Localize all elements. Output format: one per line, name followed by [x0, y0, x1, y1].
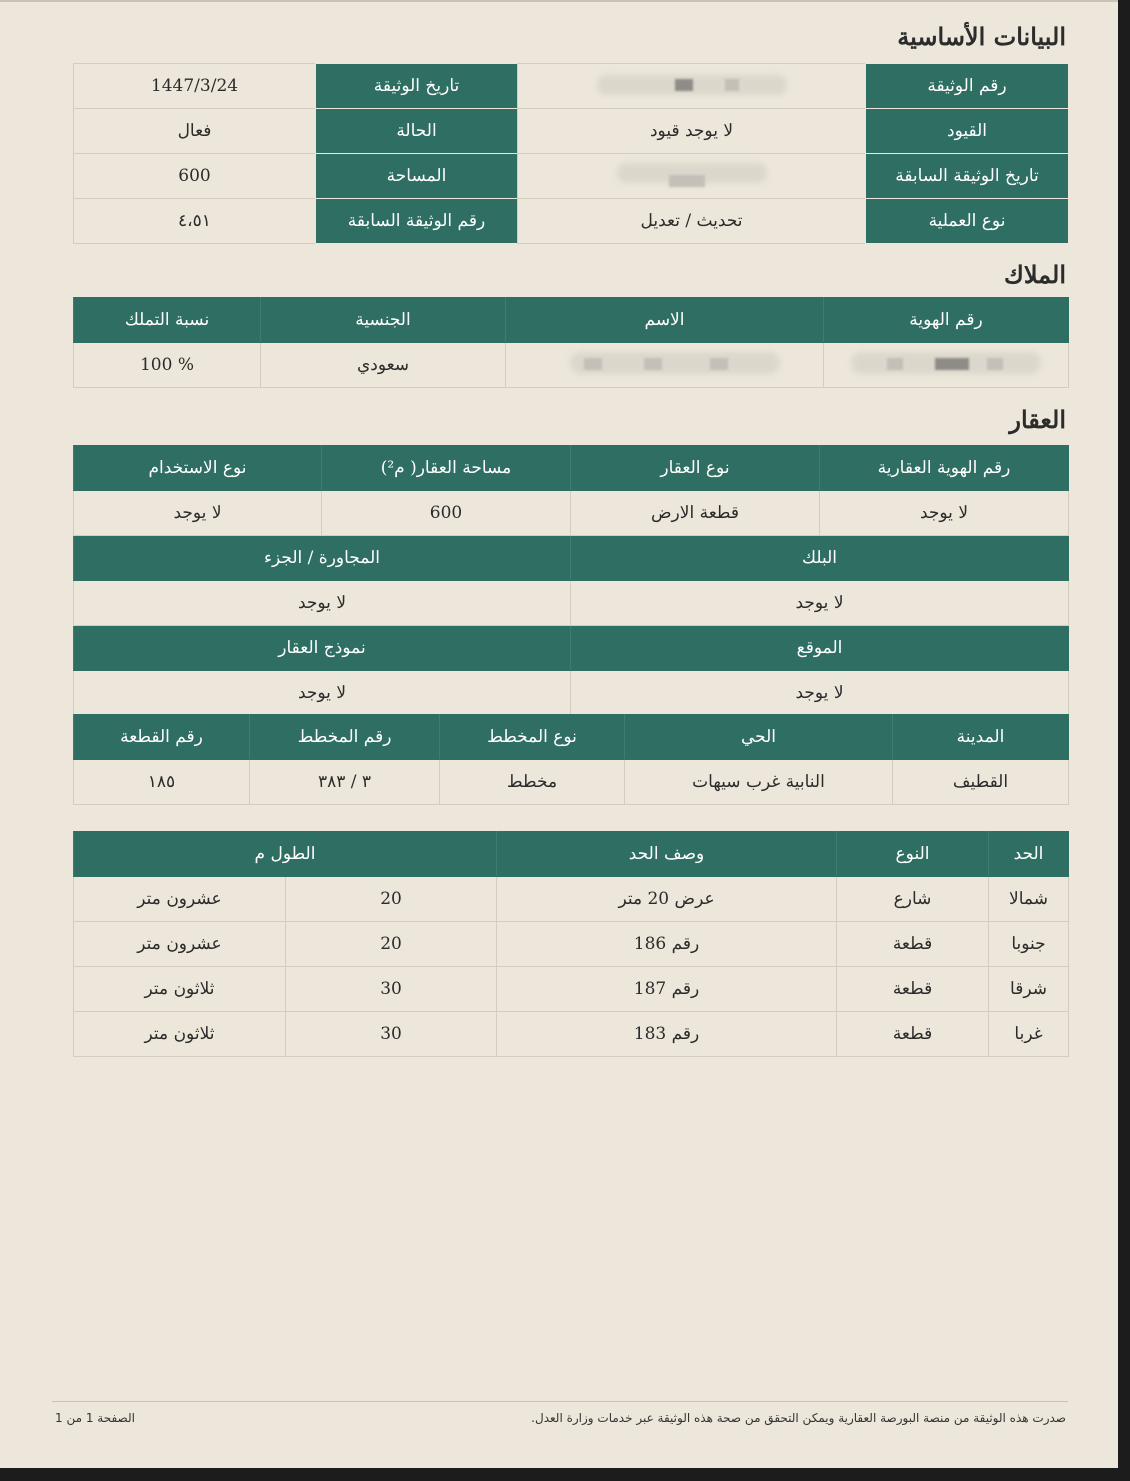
- redacted-document-number: [597, 73, 787, 95]
- value-district: النابية غرب سيهات: [625, 760, 893, 805]
- header-location: الموقع: [571, 626, 1069, 671]
- value-restrictions: لا يوجد قيود: [518, 109, 866, 154]
- border-type: قطعة: [837, 1012, 989, 1057]
- border-type: قطعة: [837, 967, 989, 1012]
- border-length-text: ثلاثون متر: [74, 1012, 286, 1057]
- border-description: عرض 20 متر: [497, 877, 837, 922]
- value-document-date: 1447/3/24: [74, 64, 316, 109]
- header-border-length: الطول م: [74, 832, 497, 877]
- property-value-row: [74, 581, 1069, 626]
- border-side: شمالا: [989, 877, 1069, 922]
- header-plan-type: نوع المخطط: [440, 715, 625, 760]
- value-location: لا يوجد: [571, 671, 1069, 716]
- value-previous-document-date: [518, 154, 866, 199]
- header-district: الحي: [625, 715, 893, 760]
- header-border-description: وصف الحد: [497, 832, 837, 877]
- border-length-text: عشرون متر: [74, 922, 286, 967]
- border-length: 30: [286, 1012, 497, 1057]
- plan-header-row: [74, 715, 1069, 760]
- property-header-row: [74, 446, 1069, 491]
- label-previous-document-number: رقم الوثيقة السابقة: [316, 199, 518, 244]
- footer-page-number: الصفحة 1 من 1: [55, 1411, 135, 1425]
- basic-row: [74, 154, 1069, 199]
- owner-name-value: [506, 343, 824, 388]
- borders-table: [73, 831, 1069, 1057]
- label-document-date: تاريخ الوثيقة: [316, 64, 518, 109]
- header-property-model: نموذج العقار: [74, 626, 571, 671]
- property-value-row: [74, 671, 1069, 716]
- value-neighborhood-part: لا يوجد: [74, 581, 571, 626]
- property-header-row: [74, 626, 1069, 671]
- property-value-row: [74, 491, 1069, 536]
- header-property-area: مساحة العقار( م²): [322, 446, 571, 491]
- label-restrictions: القيود: [866, 109, 1069, 154]
- value-city: القطيف: [893, 760, 1069, 805]
- border-length: 20: [286, 922, 497, 967]
- border-row: [74, 922, 1069, 967]
- header-property-type: نوع العقار: [571, 446, 820, 491]
- property-table-plan: [73, 714, 1069, 805]
- header-plan-number: رقم المخطط: [250, 715, 440, 760]
- value-block: لا يوجد: [571, 581, 1069, 626]
- border-length-text: ثلاثون متر: [74, 967, 286, 1012]
- header-real-estate-id: رقم الهوية العقارية: [820, 446, 1069, 491]
- label-document-number: رقم الوثيقة: [866, 64, 1069, 109]
- label-previous-document-date: تاريخ الوثيقة السابقة: [866, 154, 1069, 199]
- border-type: شارع: [837, 877, 989, 922]
- borders-header-row: [74, 832, 1069, 877]
- value-property-area: 600: [322, 491, 571, 536]
- header-ownership-share: نسبة التملك: [74, 298, 261, 343]
- header-border-side: الحد: [989, 832, 1069, 877]
- border-length: 20: [286, 877, 497, 922]
- footer-notice: صدرت هذه الوثيقة من منصة البورصة العقارية ويمكن التحقق من صحة هذه الوثيقة عبر خدمات وزارة العدل.: [531, 1411, 1066, 1425]
- basic-row: [74, 199, 1069, 244]
- screen-edge-right: [1118, 0, 1130, 1481]
- value-property-type: قطعة الارض: [571, 491, 820, 536]
- owner-nationality-value: سعودي: [261, 343, 506, 388]
- basic-data-table: [73, 63, 1069, 244]
- value-plot-number: ١٨٥: [74, 760, 250, 805]
- header-border-type: النوع: [837, 832, 989, 877]
- redacted-previous-date: [597, 163, 787, 185]
- border-length: 30: [286, 967, 497, 1012]
- header-id-number: رقم الهوية: [824, 298, 1069, 343]
- owners-table: [73, 297, 1069, 388]
- border-description: رقم 183: [497, 1012, 837, 1057]
- value-operation-type: تحديث / تعديل: [518, 199, 866, 244]
- border-row: [74, 967, 1069, 1012]
- basic-row: [74, 64, 1069, 109]
- header-city: المدينة: [893, 715, 1069, 760]
- value-usage-type: لا يوجد: [74, 491, 322, 536]
- border-type: قطعة: [837, 922, 989, 967]
- value-plan-type: مخطط: [440, 760, 625, 805]
- owner-share-value: % 100: [74, 343, 261, 388]
- owner-id-value: [824, 343, 1069, 388]
- border-length-text: عشرون متر: [74, 877, 286, 922]
- value-status: فعال: [74, 109, 316, 154]
- value-document-number: [518, 64, 866, 109]
- screen-edge-bottom: [0, 1468, 1130, 1481]
- header-nationality: الجنسية: [261, 298, 506, 343]
- value-property-model: لا يوجد: [74, 671, 571, 716]
- label-status: الحالة: [316, 109, 518, 154]
- label-operation-type: نوع العملية: [866, 199, 1069, 244]
- header-name: الاسم: [506, 298, 824, 343]
- border-side: جنوبا: [989, 922, 1069, 967]
- header-neighborhood-part: المجاورة / الجزء: [74, 536, 571, 581]
- property-header-row: [74, 536, 1069, 581]
- basic-data-title: البيانات الأساسية: [897, 22, 1066, 51]
- owners-title: الملاك: [1004, 260, 1066, 289]
- header-block: البلك: [571, 536, 1069, 581]
- value-area: 600: [74, 154, 316, 199]
- owners-header-row: [74, 298, 1069, 343]
- border-row: [74, 877, 1069, 922]
- value-real-estate-id: لا يوجد: [820, 491, 1069, 536]
- header-usage-type: نوع الاستخدام: [74, 446, 322, 491]
- border-side: غربا: [989, 1012, 1069, 1057]
- border-row: [74, 1012, 1069, 1057]
- owner-row: [74, 343, 1069, 388]
- value-previous-document-number: ٤،٥١: [74, 199, 316, 244]
- redacted-owner-id: [851, 352, 1041, 374]
- value-plan-number: ٣ / ٣٨٣: [250, 760, 440, 805]
- border-side: شرقا: [989, 967, 1069, 1012]
- plan-value-row: [74, 760, 1069, 805]
- border-description: رقم 186: [497, 922, 837, 967]
- property-table-main: [73, 445, 1069, 716]
- property-title: العقار: [1009, 405, 1066, 434]
- label-area: المساحة: [316, 154, 518, 199]
- header-plot-number: رقم القطعة: [74, 715, 250, 760]
- basic-row: [74, 109, 1069, 154]
- footer-divider: [52, 1401, 1068, 1402]
- border-description: رقم 187: [497, 967, 837, 1012]
- redacted-owner-name: [570, 352, 760, 374]
